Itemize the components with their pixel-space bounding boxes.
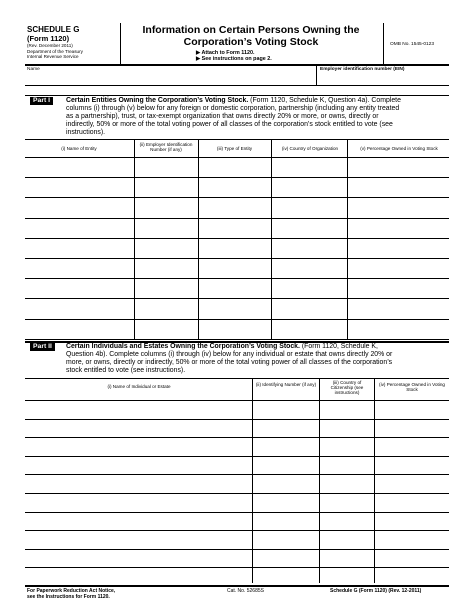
part2-line-4: stock entitled to vote (see instructions). (66, 367, 186, 374)
ein-field-label: Employer identification number (EIN) (320, 67, 405, 72)
name-field-label: Name (27, 67, 40, 72)
part2-row-rule (25, 493, 449, 494)
part2-instructions (66, 343, 450, 375)
part1-header-top-rule (25, 139, 449, 140)
part1-column-divider (347, 139, 348, 339)
department-name: Department of the Treasury (27, 48, 83, 54)
part2-column-divider (319, 378, 320, 583)
part1-row-rule (25, 298, 449, 299)
paperwork-line-1: For Paperwork Reduction Act Notice, (27, 588, 116, 594)
part1-row-rule (25, 177, 449, 178)
footer-form-id (330, 588, 421, 594)
part1-header-rule (25, 157, 449, 158)
header-divider-left (120, 23, 121, 65)
form-number: (Form 1120) (27, 34, 70, 43)
attach-instructions (196, 50, 272, 63)
part1-row-rule (25, 339, 449, 340)
part1-badge: Part I (30, 97, 53, 105)
part1-row-rule (25, 197, 449, 198)
part1-column-divider (198, 139, 199, 339)
part1-row-rule (25, 238, 449, 239)
page-title (122, 25, 380, 48)
part2-badge: Part II (30, 343, 55, 351)
catalog-number: Cat. No. 52685S (227, 588, 264, 594)
form-identifier (27, 25, 119, 60)
part2-header-top-rule (25, 378, 449, 379)
part1-line-2: columns (i) through (v) below for any foreign or domestic corporation, partnership (including any entity treated (66, 105, 400, 112)
part2-line-2: Question 4b). Complete columns (i) through (iv) below for any individual or estate that owns directly 20% or (66, 351, 393, 358)
part1-column-divider (134, 139, 135, 339)
part1-col-name-header: (i) Name of Entity (61, 146, 97, 151)
part2-row-rule (25, 512, 449, 513)
footer-form-id-text: Schedule G (Form 1120) (Rev. 12-2011) (330, 588, 422, 594)
part1-row-rule (25, 278, 449, 279)
part1-col-ein-header: (ii) Employer Identification Number (if any) (139, 142, 193, 153)
paperwork-notice (27, 588, 115, 600)
part2-header-rule (25, 400, 449, 401)
part1-row-rule (25, 319, 449, 320)
schedule-label: SCHEDULE G (27, 25, 80, 34)
part1-row-rule (25, 218, 449, 219)
agency-name: Internal Revenue Service (27, 54, 79, 60)
part1-col-country-header: (iv) Country of Organization (281, 146, 339, 151)
part2-column-divider (374, 378, 375, 583)
attach-note: ▶ Attach to Form 1120. (196, 50, 255, 56)
part2-col-id-header: (ii) Identifying Number (if any) (255, 382, 317, 387)
part2-row-rule (25, 474, 449, 475)
part2-col-name-header: (i) Name of Individual or Estate (107, 384, 171, 389)
part2-row-rule (25, 567, 449, 568)
part2-row-rule (25, 549, 449, 550)
part2-col-percentage-header: (iv) Percentage Owned in Voting Stock (379, 382, 445, 393)
part1-title: Certain Entities Owning the Corporation’s Voting Stock. (66, 97, 249, 104)
part2-row-rule (25, 437, 449, 438)
part2-column-divider (252, 378, 253, 583)
omb-number: OMB No. 1545-0123 (390, 42, 434, 47)
part1-line-1: (Form 1120, Schedule K, Question 4a). Complete (248, 97, 401, 104)
part2-row-rule (25, 530, 449, 531)
part2-line-1: (Form 1120, Schedule K, (299, 343, 378, 350)
header-rule (25, 64, 449, 66)
name-ein-divider (316, 65, 317, 85)
name-row-rule (25, 85, 449, 86)
part1-instructions (66, 97, 450, 137)
part2-row-rule (25, 456, 449, 457)
part1-line-5: instructions). (66, 129, 106, 136)
part1-top-rule (25, 95, 449, 96)
part2-title: Certain Individuals and Estates Owning the Corporation’s Voting Stock. (66, 343, 300, 350)
part1-column-divider (271, 139, 272, 339)
part1-line-4: indirectly, 50% or more of the total voting power of all classes of the corporation’s stock entitled to vote (see (66, 121, 393, 128)
part2-row-rule (25, 419, 449, 420)
title-line-1: Information on Certain Persons Owning the (142, 24, 360, 36)
title-line-2: Corporation’s Voting Stock (183, 35, 319, 48)
see-instructions-note: ▶ See instructions on page 2. (196, 56, 272, 63)
revision-date: (Rev. December 2011) (27, 43, 73, 48)
part1-col-type-header: (iii) Type of Entity (216, 146, 253, 151)
paperwork-line-2: see the Instructions for Form 1120. (27, 594, 110, 600)
part2-col-citizenship-header: (iii) Country of Citizenship (see instructions) (330, 380, 364, 396)
header-divider-right (383, 23, 384, 65)
part1-line-3: as a partnership), trust, or tax-exempt organization that owns directly 20% or more, or owns, directly or (66, 113, 379, 120)
part2-line-3: more, or owns, directly or indirectly, 50% or more of the total voting power of all classes of the corporation’s (66, 359, 393, 366)
part1-row-rule (25, 258, 449, 259)
part1-col-percentage-header: (v) Percentage Owned in Voting Stock (360, 146, 438, 151)
footer-rule (25, 585, 449, 587)
